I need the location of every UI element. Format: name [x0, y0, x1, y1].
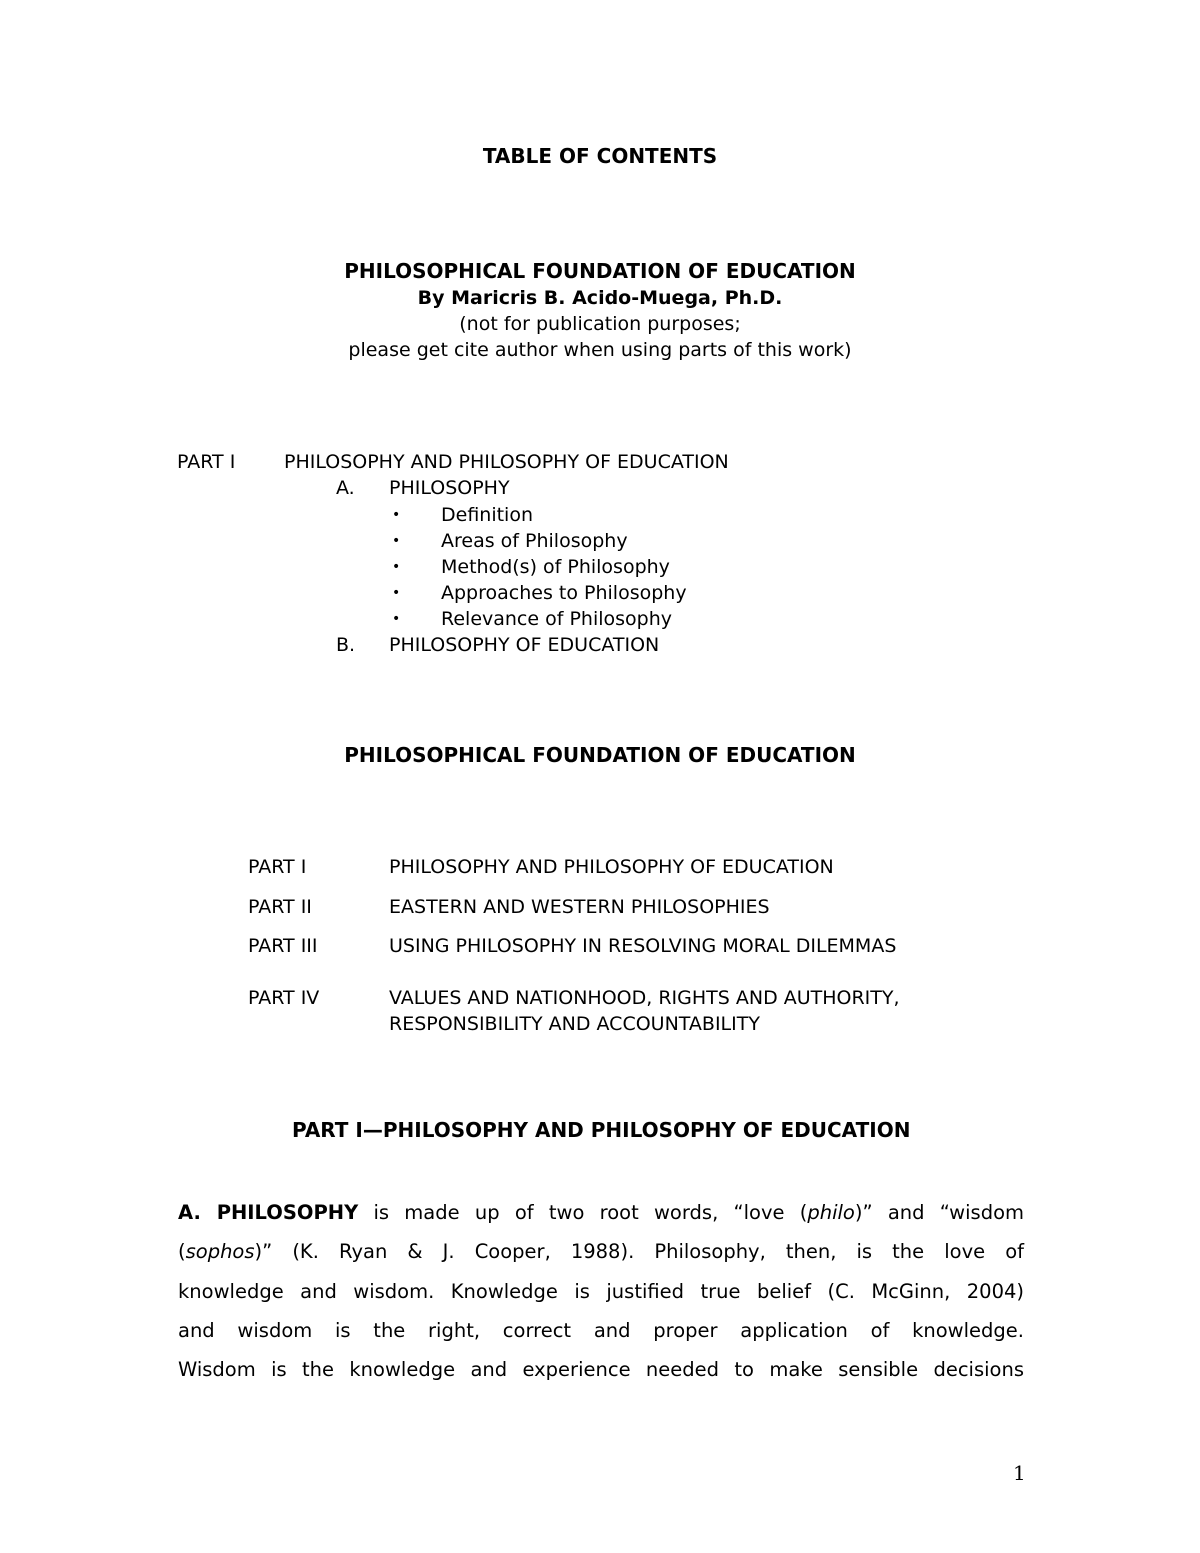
bullet-marker: •: [392, 559, 401, 575]
outline-part-title: PHILOSOPHY AND PHILOSOPHY OF EDUCATION: [284, 451, 729, 473]
paragraph-line: Wisdom is the knowledge and experience needed to make sensible decisions: [178, 1358, 1024, 1382]
bullet-item: Definition: [441, 504, 534, 526]
paragraph-line: [178, 1193, 1024, 1232]
body-paragraph: [178, 1193, 1024, 1389]
outline-section-a-title: PHILOSOPHY: [389, 477, 510, 499]
bullet-item: Approaches to Philosophy: [441, 582, 687, 604]
main-title: PHILOSOPHICAL FOUNDATION OF EDUCATION: [344, 259, 856, 283]
paragraph-italic-term: sophos: [185, 1240, 255, 1264]
note-line-1: (not for publication purposes;: [459, 313, 741, 335]
second-title: PHILOSOPHICAL FOUNDATION OF EDUCATION: [344, 743, 856, 767]
part-label: PART I: [248, 856, 307, 878]
outline-section-b-label: B.: [336, 634, 356, 656]
part-label: PART II: [248, 896, 312, 918]
part1-heading: PART I—PHILOSOPHY AND PHILOSOPHY OF EDUCATION: [292, 1118, 911, 1142]
part-title-line-1: VALUES AND NATIONHOOD, RIGHTS AND AUTHORITY,: [389, 987, 900, 1009]
part-title-line-2: RESPONSIBILITY AND ACCOUNTABILITY: [389, 1013, 760, 1035]
paragraph-line: knowledge and wisdom. Knowledge is justified true belief (C. McGinn, 2004): [178, 1279, 1024, 1303]
bullet-marker: •: [392, 585, 401, 601]
toc-title: TABLE OF CONTENTS: [482, 144, 718, 168]
bullet-item: Areas of Philosophy: [441, 530, 628, 552]
paragraph-text: )” and “wisdom: [854, 1201, 1024, 1224]
outline-part-label: PART I: [177, 451, 236, 473]
part-title: EASTERN AND WESTERN PHILOSOPHIES: [389, 896, 770, 918]
part-label: PART IV: [248, 987, 320, 1009]
paragraph-text: (: [178, 1240, 186, 1264]
note-line-2: please get cite author when using parts of this work): [348, 339, 852, 361]
page-number: 1: [1013, 1461, 1026, 1485]
paragraph-italic-term: philo: [807, 1201, 855, 1224]
paragraph-text: )” (K. Ryan & J. Cooper, 1988). Philosophy, then, is the love of: [254, 1240, 1024, 1264]
paragraph-text: is made up of two root words, “love (: [358, 1201, 808, 1224]
outline-section-a-label: A.: [336, 477, 355, 499]
paragraph-lead: A. PHILOSOPHY: [178, 1201, 359, 1224]
outline-section-b-title: PHILOSOPHY OF EDUCATION: [389, 634, 660, 656]
bullet-marker: •: [392, 611, 401, 627]
part-title: PHILOSOPHY AND PHILOSOPHY OF EDUCATION: [389, 856, 834, 878]
paragraph-line: [178, 1232, 1024, 1271]
paragraph-line: and wisdom is the right, correct and proper application of knowledge.: [178, 1318, 1024, 1342]
part-title: USING PHILOSOPHY IN RESOLVING MORAL DILEMMAS: [389, 935, 897, 957]
bullet-marker: •: [392, 507, 401, 523]
bullet-item: Relevance of Philosophy: [441, 608, 673, 630]
bullet-marker: •: [392, 533, 401, 549]
part-label: PART III: [248, 935, 318, 957]
author-line: By Maricris B. Acido-Muega, Ph.D.: [417, 287, 783, 309]
bullet-item: Method(s) of Philosophy: [441, 556, 670, 578]
